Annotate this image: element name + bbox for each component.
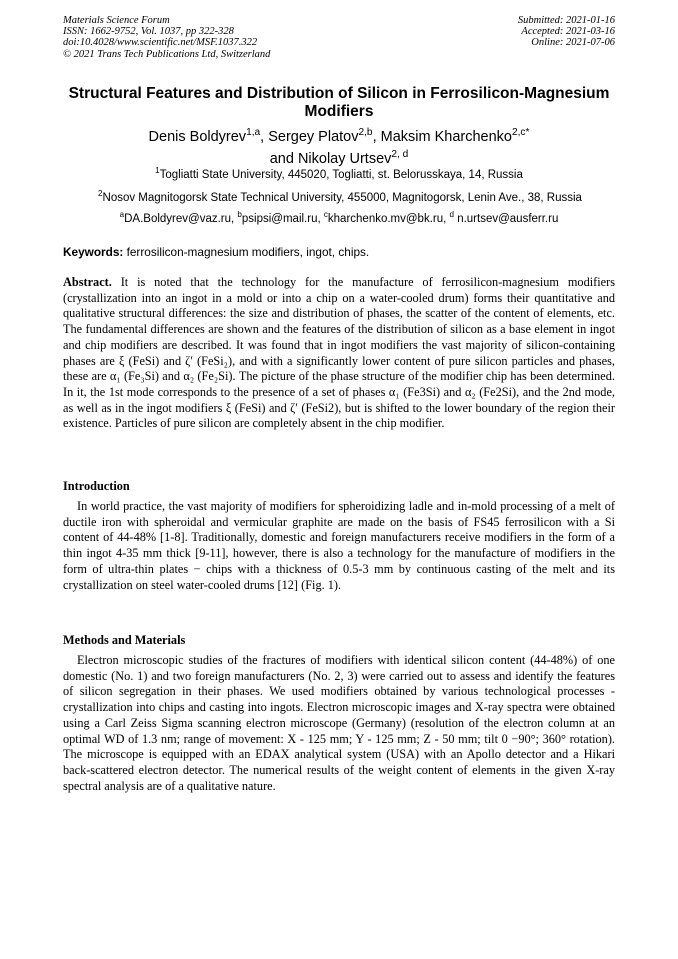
author-sup: 2, d <box>391 148 409 160</box>
email[interactable]: n.urtsev@ausferr.ru <box>454 212 559 225</box>
author: Denis Boldyrev <box>148 128 247 145</box>
keywords <box>63 245 615 259</box>
section-heading-methods: Methods and Materials <box>63 633 186 647</box>
aff-sup: 1 <box>155 166 160 175</box>
abstract-text: It is noted that the technology for the manufacture of ferrosilicon-magnesium modifiers (crystallization into an ingot in a mold or into a chip on a water-cooled drum) forms their quantitative and qualitative structural differences: the size and distribution of phases, the scatter of the content of elements, etc. The fundamental differences are shown and the features of the distribution of silicon as a base element in ingot and chip modifiers are described. It was found that in ingot modifiers the vast majority of silicon-containing phases are ξ (FeSi) and ζ′ (FeSi₂), and with a significantly lower content of pure silicon particles and phases, these are α₁ (Fe₃Si) and α₂ (Fe₂Si). The picture of the phase structure of the modifier chip has been determined. In it, the 1st mode corresponds to the presence of a set of phases α₁ (Fe3Si) and α₂ (Fe2Si), and the 2nd mode, as well as in the ingot modifiers ξ (FeSi) and ζ′ (FeSi2), but is shifted to the lower boundary of the region their existence. Particles of pure silicon are completely absent in the chip modifier. <box>63 275 615 431</box>
email[interactable]: psipsi@mail.ru, <box>241 212 324 225</box>
doi-line: doi:10.4028/www.scientific.net/MSF.1037.322 <box>63 37 258 49</box>
accepted-date: Accepted: 2021-03-16 <box>521 26 615 38</box>
keywords-text: ferrosilicon-magnesium modifiers, ingot, chips. <box>123 245 370 259</box>
submission-dates <box>518 15 615 49</box>
author: Nikolay Urtsev <box>297 150 392 167</box>
email-sup: d <box>449 210 454 219</box>
aff-sup: 2 <box>98 189 103 198</box>
abstract-label: Abstract. <box>63 275 112 289</box>
email-sup: c <box>323 210 328 219</box>
email[interactable]: DA.Boldyrev@vaz.ru, <box>124 212 238 225</box>
and-text: and <box>269 150 294 167</box>
online-date: Online: 2021-07-06 <box>531 37 615 49</box>
author: Maksim Kharchenko <box>380 128 512 145</box>
keywords-label: Keywords: <box>63 245 124 259</box>
affiliation-2 <box>40 189 640 204</box>
email-sup: b <box>237 210 242 219</box>
aff-text: Nosov Magnitogorsk State Technical University, 455000, Magnitogorsk, Lenin Ave., 38, Russia <box>102 191 582 204</box>
author: Sergey Platov <box>268 128 359 145</box>
email-sup: a <box>119 210 125 219</box>
paper-title: Structural Features and Distribution of Silicon in Ferrosilicon-Magnesium Modifiers <box>68 85 610 120</box>
journal-name: Materials Science Forum <box>63 15 170 26</box>
section-heading-introduction: Introduction <box>63 479 130 493</box>
issn-line: ISSN: 1662-9752, Vol. 1037, pp 322-328 <box>63 26 234 38</box>
journal-info <box>63 15 270 60</box>
email-list <box>63 210 615 225</box>
affiliation-1 <box>63 166 615 181</box>
author-sup: 2,c* <box>511 127 530 138</box>
author-sup: 2,b <box>358 127 373 138</box>
methods-text: Electron microscopic studies of the fractures of modifiers with identical silicon content (44-48%) of one domestic (No. 1) and two foreign manufacturers (No. 2, 3) were carried out to assess and identify the features of silicon segregation in their phases. We used modifiers obtained by various technological processes - crystallization into chips and casting into ingots. Electron microscopic images and X-ray spectra were obtained using a Carl Zeiss Sigma scanning electron microscope (Germany) (resolution of the electron column at an optimal WD of 1.3 nm; range of movement: X - 125 mm; Y - 125 mm; Z - 50 mm; tilt 0 −90°; 360° rotation). The microscope is equipped with an EDAX analytical system (USA) with an Apollo detector and a Hikari back-scattered electron detector. The numerical results of the weight content of elements in the given X-ray spectral analysis are of a qualitative nature. <box>63 653 615 793</box>
abstract <box>63 275 615 432</box>
author-list: Denis Boldyrev$^{1,a}$, Sergey Platov$^{2,b}$, Maksim Kharchenko$^{2,c*}$ and Nikolay Urtsev$^{2, d}$ <box>148 127 530 167</box>
aff-text: Togliatti State University, 445020, Togliatti, st. Belorusskaya, 14, Russia <box>159 168 523 181</box>
email[interactable]: kharchenko.mv@bk.ru, <box>327 212 450 225</box>
submitted-date: Submitted: 2021-01-16 <box>517 15 615 26</box>
author-sup: 1,a <box>246 127 261 138</box>
introduction-text: In world practice, the vast majority of modifiers for spheroidizing ladle and in-mold processing of a melt of ductile iron with spheroidal and vermicular graphite are made on the basis of FS45 ferrosilicon with a Si content of 44-48% [1-8]. Traditionally, domestic and foreign manufacturers receive modifiers in the form of a thin ingot 4-35 mm thick [9-11], however, there is also a technology for the manufacture of modifiers in the form of ultra-thin plates − chips with a thickness of 0.5-3 mm by continuous casting of the melt and its crystallization on steel water-cooled drums [12] (Fig. 1). <box>63 499 615 592</box>
copyright-line: © 2021 Trans Tech Publications Ltd, Switzerland <box>63 48 271 60</box>
